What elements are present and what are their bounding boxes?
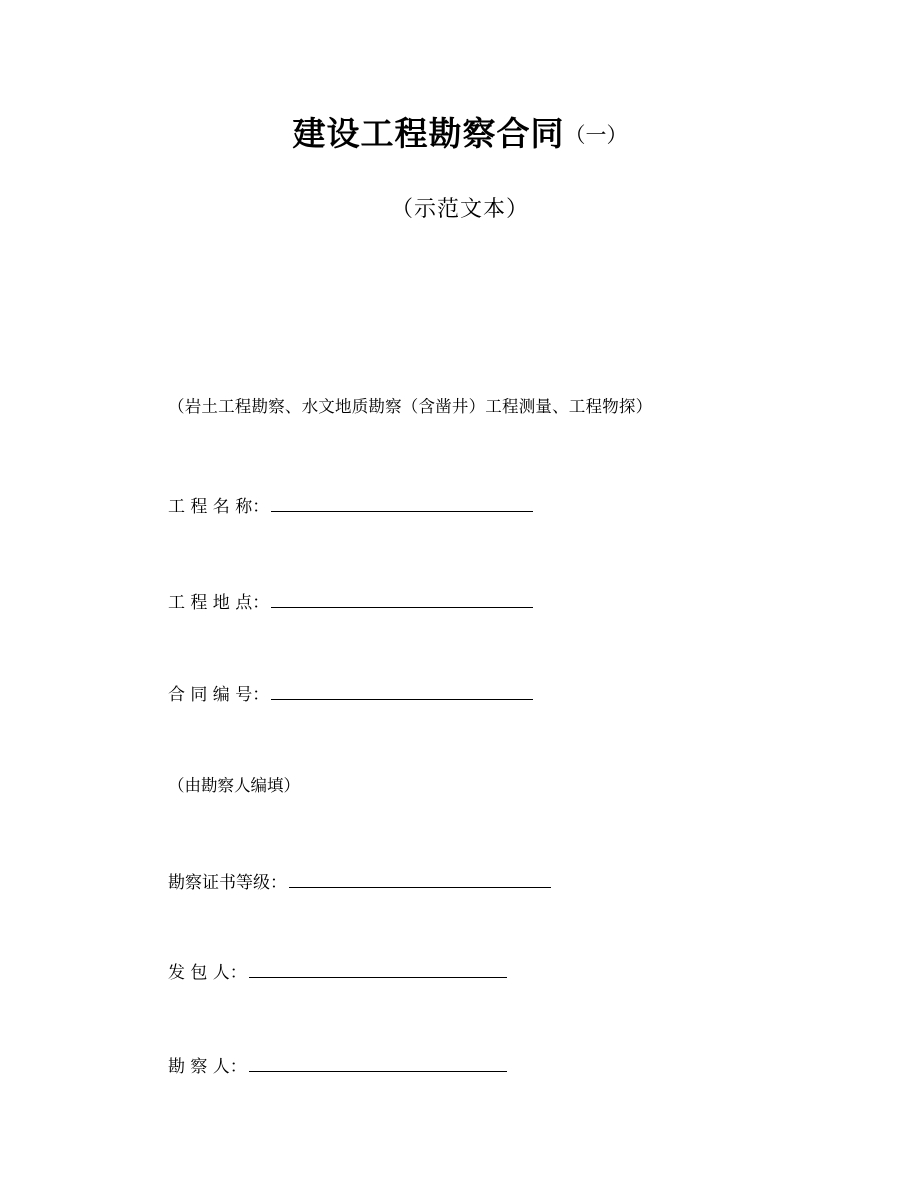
field-project-location [168, 588, 533, 613]
field-surveyor-label: 勘 察 人： [168, 1057, 247, 1077]
field-contract-number-input[interactable] [271, 682, 533, 700]
field-project-location-input[interactable] [271, 590, 533, 608]
field-surveyor-input[interactable] [249, 1054, 507, 1072]
page-title [0, 108, 920, 155]
field-certificate-grade [168, 868, 551, 893]
title-main-text: 建设工程勘察合同 [292, 114, 565, 153]
filled-by-note: （由勘察人编填） [168, 776, 300, 795]
subtitle-text: （示范文本） [390, 197, 529, 222]
field-contract-number-label: 合 同 编 号： [168, 685, 270, 705]
field-project-location-label: 工 程 地 点： [168, 593, 270, 613]
page-subtitle [0, 192, 920, 223]
field-surveyor [168, 1052, 507, 1077]
title-suffix-text: （一） [564, 123, 628, 147]
field-project-name-input[interactable] [271, 494, 533, 512]
field-client-label: 发 包 人： [168, 963, 247, 983]
field-certificate-grade-label: 勘察证书等级： [168, 873, 287, 893]
field-client-input[interactable] [249, 960, 507, 978]
field-contract-number [168, 680, 533, 705]
field-certificate-grade-input[interactable] [289, 870, 551, 888]
field-project-name-label: 工 程 名 称： [168, 497, 270, 517]
field-client [168, 958, 507, 983]
field-project-name [168, 492, 533, 517]
scope-description: （岩土工程勘察、水文地质勘察（含凿井）工程测量、工程物探） [168, 397, 653, 416]
